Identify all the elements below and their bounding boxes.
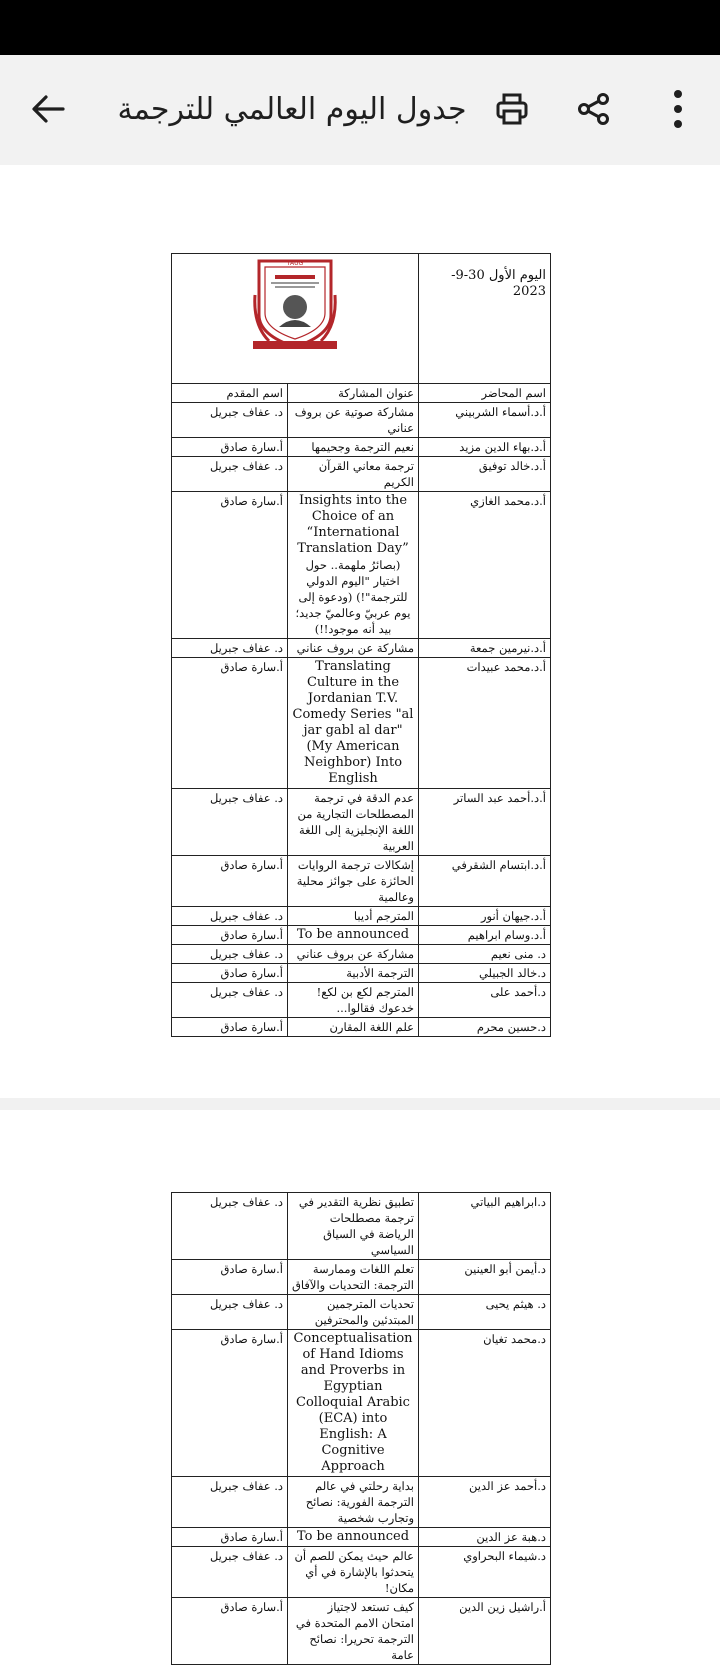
- table-row: [172, 1330, 551, 1477]
- presenter-name: أ.سارة صادق: [172, 1528, 288, 1547]
- topic-title: كيف تستعد لاجتياز امتحان الامم المتحدة في الترجمة تحريرا: نصائح عامة: [288, 1598, 419, 1665]
- topic-title: [288, 1528, 419, 1547]
- table-row: [172, 438, 551, 457]
- presenter-name: أ.سارة صادق: [172, 926, 288, 945]
- topic-title: المترجم لكع بن لكع! خدعوك فقالوا...: [288, 983, 419, 1018]
- presenter-name: د. عفاف جبريل: [172, 789, 288, 856]
- presenter-name: د. عفاف جبريل: [172, 457, 288, 492]
- speaker-name: د.محمد تغيان: [419, 1330, 551, 1477]
- topic-title: [288, 492, 419, 639]
- schedule-table-page-1: [171, 253, 551, 1037]
- speaker-name: أ.د.أحمد عبد الساتر: [419, 789, 551, 856]
- document-title: جدول اليوم العالمي للترجمة: [117, 92, 467, 127]
- more-vert-icon: [672, 89, 684, 129]
- table-header-block: [172, 254, 551, 384]
- speaker-name: أ.د.ابتسام الشقرفي: [419, 856, 551, 907]
- share-icon: [577, 92, 611, 126]
- taug-logo: [249, 255, 341, 355]
- topic-title: مشاركة عن بروف عناني: [288, 945, 419, 964]
- arrow-left-icon: [31, 94, 65, 124]
- speaker-name: أ.د.جيهان أنور: [419, 907, 551, 926]
- table-row: [172, 1528, 551, 1547]
- presenter-name: د. عفاف جبريل: [172, 1547, 288, 1598]
- print-button[interactable]: [486, 83, 538, 135]
- header-topic: عنوان المشاركة: [288, 384, 419, 403]
- speaker-name: د.حسين محرم: [419, 1018, 551, 1037]
- table-row: [172, 1477, 551, 1528]
- table-row: [172, 1193, 551, 1260]
- topic-title: [288, 926, 419, 945]
- presenter-name: أ.سارة صادق: [172, 438, 288, 457]
- presenter-name: أ.سارة صادق: [172, 1330, 288, 1477]
- speaker-name: د.هبة عز الدين: [419, 1528, 551, 1547]
- table-row: [172, 403, 551, 438]
- topic-title: مشاركة صوتية عن بروف عناني: [288, 403, 419, 438]
- speaker-name: د. هيثم يحيى: [419, 1295, 551, 1330]
- topic-title: عدم الدقة في ترجمة المصطلحات التجارية من اللغة الإنجليزية إلى اللغة العربية: [288, 789, 419, 856]
- presenter-name: أ.سارة صادق: [172, 1260, 288, 1295]
- speaker-name: أ.د.خالد توفيق: [419, 457, 551, 492]
- presenter-name: أ.سارة صادق: [172, 492, 288, 639]
- speaker-name: د.أيمن أبو العينين: [419, 1260, 551, 1295]
- page-separator: [0, 1098, 720, 1110]
- speaker-name: د.أحمد على: [419, 983, 551, 1018]
- table-row: [172, 1547, 551, 1598]
- topic-title-text: Conceptualisation of Hand Idioms and Proverbs in Egyptian Colloquial Arabic (ECA) into English: A Cognitive Approach: [293, 1331, 413, 1474]
- table-row: [172, 639, 551, 658]
- speaker-name: أ.د.بهاء الدين مزيد: [419, 438, 551, 457]
- logo-text: TAUG: [286, 260, 304, 267]
- topic-title: تعلم اللغات وممارسة الترجمة: التحديات والآفاق: [288, 1260, 419, 1295]
- table-row: [172, 926, 551, 945]
- share-button[interactable]: [568, 83, 620, 135]
- topic-title: إشكالات ترجمة الروايات الحائزة على جوائز محلية وعالمية: [288, 856, 419, 907]
- header-presenter: اسم المقدم: [172, 384, 288, 403]
- speaker-name: د. منى نعيم: [419, 945, 551, 964]
- day-label: اليوم الأول 30-9-2023: [419, 254, 551, 384]
- speaker-name: د.أحمد عز الدين: [419, 1477, 551, 1528]
- speaker-name: أ.د.محمد عبيدات: [419, 658, 551, 789]
- more-options-button[interactable]: [652, 83, 704, 135]
- topic-title: بداية رحلتي في عالم الترجمة الفورية: نصائح وتجارب شخصية: [288, 1477, 419, 1528]
- topic-title: تحديات المترجمين المبتدئين والمحترفين: [288, 1295, 419, 1330]
- presenter-name: د. عفاف جبريل: [172, 983, 288, 1018]
- back-button[interactable]: [22, 83, 74, 135]
- topic-title: المترجم أديبا: [288, 907, 419, 926]
- speaker-name: د.شيماء البحراوي: [419, 1547, 551, 1598]
- table-row: [172, 1018, 551, 1037]
- presenter-name: أ.سارة صادق: [172, 658, 288, 789]
- presenter-name: د. عفاف جبريل: [172, 907, 288, 926]
- table-row: [172, 1295, 551, 1330]
- table-row: [172, 658, 551, 789]
- status-bar: [0, 0, 720, 55]
- speaker-name: أ.د.وسام ابراهيم: [419, 926, 551, 945]
- table-row: [172, 1598, 551, 1665]
- printer-icon: [495, 92, 529, 126]
- speaker-name: أ.راشيل زين الدين: [419, 1598, 551, 1665]
- table-row: [172, 907, 551, 926]
- app-bar: [0, 55, 720, 165]
- table-row: [172, 856, 551, 907]
- presenter-name: د. عفاف جبريل: [172, 945, 288, 964]
- presenter-name: د. عفاف جبريل: [172, 639, 288, 658]
- table-row: [172, 789, 551, 856]
- table-row: [172, 964, 551, 983]
- header-speaker: اسم المحاضر: [419, 384, 551, 403]
- speaker-name: د.ابراهيم البياتي: [419, 1193, 551, 1260]
- topic-title: علم اللغة المقارن: [288, 1018, 419, 1037]
- table-row: [172, 492, 551, 639]
- topic-subtitle-text: (بصائرُ ملهمة.. حول اختيار "اليوم الدولي للترجمة"!) (ودعوة إلى يوم عربيّ وعالميّ جديد؛ بيد أنه موجود!!): [295, 558, 411, 636]
- table-row: [172, 457, 551, 492]
- topic-title-text: Translating Culture in the Jordanian T.V. Comedy Series "al jar gabl al dar" (My American Neighbor) Into English: [292, 659, 414, 786]
- speaker-name: أ.د.نيرمين جمعة: [419, 639, 551, 658]
- topic-title: [288, 1330, 419, 1477]
- schedule-table-page-2: [171, 1192, 551, 1665]
- table-row: [172, 945, 551, 964]
- logo: [172, 254, 419, 384]
- presenter-name: أ.سارة صادق: [172, 1598, 288, 1665]
- topic-title: نعيم الترجمة وجحيمها: [288, 438, 419, 457]
- topic-title: مشاركة عن بروف عناني: [288, 639, 419, 658]
- presenter-name: أ.سارة صادق: [172, 964, 288, 983]
- topic-title: الترجمة الأدبية: [288, 964, 419, 983]
- speaker-name: أ.د.محمد الغازي: [419, 492, 551, 639]
- presenter-name: أ.سارة صادق: [172, 1018, 288, 1037]
- presenter-name: د. عفاف جبريل: [172, 1477, 288, 1528]
- speaker-name: د.خالد الجبيلي: [419, 964, 551, 983]
- topic-title-text: Insights into the Choice of an “International Translation Day”: [297, 493, 409, 556]
- topic-title-text: To be announced: [296, 1529, 410, 1544]
- table-column-headers: [172, 384, 551, 403]
- table-row: [172, 983, 551, 1018]
- topic-title: عالم حيث يمكن للصم أن يتحدثوا بالإشارة في أي مكان!: [288, 1547, 419, 1598]
- topic-title-text: To be announced: [296, 927, 410, 942]
- topic-title: ترجمة معاني القرآن الكريم: [288, 457, 419, 492]
- presenter-name: أ.سارة صادق: [172, 856, 288, 907]
- presenter-name: د. عفاف جبريل: [172, 403, 288, 438]
- topic-title: [288, 658, 419, 789]
- speaker-name: أ.د.أسماء الشربيني: [419, 403, 551, 438]
- topic-title: تطبيق نظرية التقدير في ترجمة مصطلحات الرياضة في السياق السياسي: [288, 1193, 419, 1260]
- presenter-name: د. عفاف جبريل: [172, 1193, 288, 1260]
- presenter-name: د. عفاف جبريل: [172, 1295, 288, 1330]
- table-row: [172, 1260, 551, 1295]
